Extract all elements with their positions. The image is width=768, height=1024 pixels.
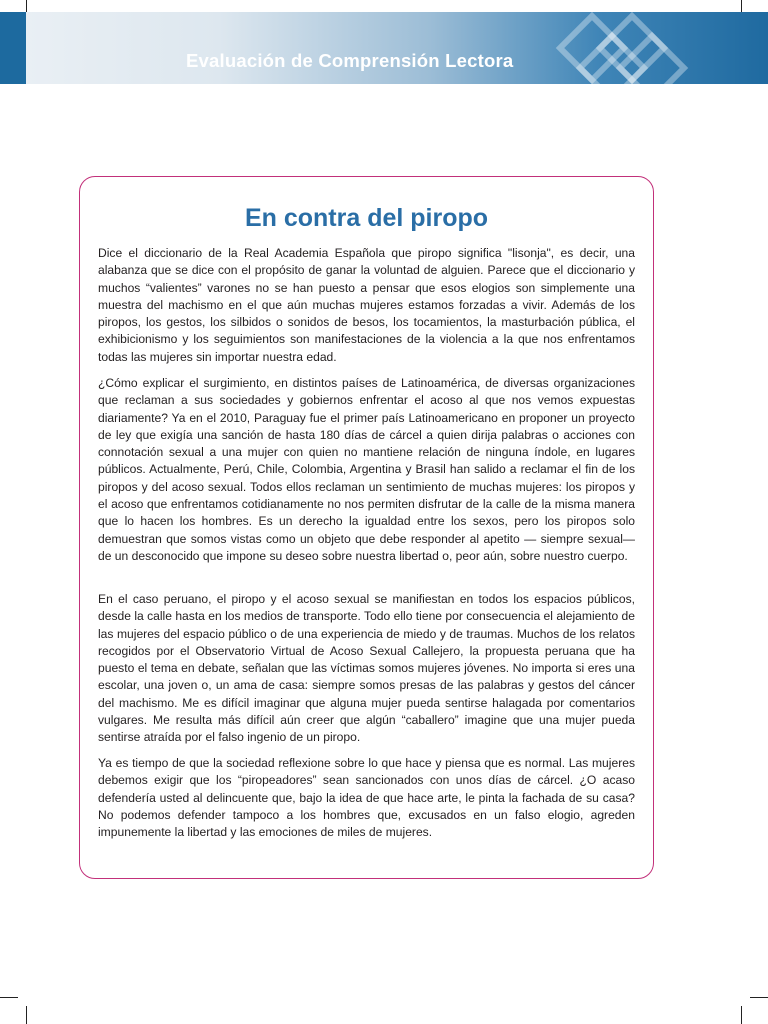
crop-mark [750,997,768,998]
diamond-pattern-icon [500,12,768,84]
header-band [0,12,768,84]
article-paragraph-1: Dice el diccionario de la Real Academia Española que piropo significa "lisonja", es decir, una alabanza que se dice con el propósito de ganar la voluntad de alguien. Parece que el diccionario y muchos “valientes” varones no se han puesto a pensar que esos elogios son simplemente una muestra del machismo en el que aún muchas mujeres estamos forzadas a vivir. Además de los piropos, los gestos, los silbidos o sonidos de besos, los tocamientos, la masturbación pública, el exhibicionismo y los seguimientos son manifestaciones de la violencia a la que nos enfrentamos todas las mujeres sin importar nuestra edad. [98,246,635,364]
article-paragraph-2: ¿Cómo explicar el surgimiento, en distintos países de Latinoamérica, de diversas organizaciones que reclaman a sus sociedades y gobiernos enfrentar el acoso al que nos vemos expuestas diariamente? Ya en el 2010, Paraguay fue el primer país Latinoamericano en proponer un proyecto de ley que exigía una sanción de hasta 180 días de cárcel a quien dirija palabras o acciones con connotación sexual a una mujer con quien no mantiene relación de ninguna índole, en lugares públicos. Actualmente, Perú, Chile, Colombia, Argentina y Brasil han salido a reclamar el fin de los piropos y del acoso sexual. Todos ellos reclaman un sentimiento de muchas mujeres: los piropos y el acoso que enfrentamos cotidianamente no nos permiten disfrutar de la calle de la misma manera que lo hacen los hombres. Es un derecho la igualdad entre los sexos, pero los piropos solo demuestran que somos vistas como un objeto que debe responder al apetito — siempre sexual— de un desconocido que impone su deseo sobre nuestra libertad o, peor aún, sobre nuestro cuerpo. [98,376,635,563]
header-title: Evaluación de Comprensión Lectora [186,50,514,71]
article-paragraph-3: En el caso peruano, el piropo y el acoso sexual se manifiestan en todos los espacios públicos, desde la calle hasta en los medios de transporte. Todo ello tiene por consecuencia el alejamiento de las mujeres del espacio público o de una experiencia de miedo y de traumas. Muchos de los relatos recogidos por el Observatorio Virtual de Acoso Sexual Callejero, la propuesta peruana que ha puesto el tema en debate, señalan que las víctimas somos mujeres jóvenes. No importa si eres una escolar, una joven o, un ama de casa: siempre somos presas de las palabras y gestos del cáncer del machismo. Me es difícil imaginar que alguna mujer pueda sentirse halagada por comentarios vulgares. Me resulta más difícil aún creer que algún “caballero” imagine que una mujer pueda sentirse atraída por el falso ingenio de un piropo. [98,592,635,745]
crop-mark [741,1006,742,1024]
article-paragraph-4: Ya es tiempo de que la sociedad reflexione sobre lo que hace y piensa que es normal. Las mujeres debemos exigir que los “piropeadores” sean sancionados con unos días de cárcel. ¿O acaso defendería usted al delincuente que, bajo la idea de que hace arte, le pinta la fachada de su casa? No podemos defender tampoco a los hombres que, excusados en un falso elogio, agreden impunemente la libertad y las emociones de miles de mujeres. [98,756,635,840]
crop-mark [0,997,18,998]
article-title: En contra del piropo [244,204,489,232]
crop-mark [26,1006,27,1024]
